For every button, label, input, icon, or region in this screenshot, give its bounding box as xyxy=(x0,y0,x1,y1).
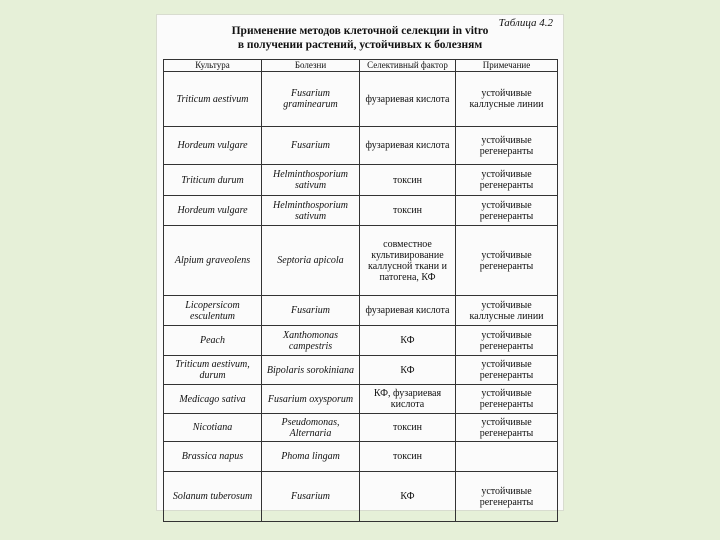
table-row xyxy=(164,196,558,226)
header-note: Примечание xyxy=(456,60,558,72)
cell-disease: Helminthosporium sativum xyxy=(262,196,360,226)
cell-factor: КФ xyxy=(360,326,456,356)
cell-culture: Licopersicom esculentum xyxy=(164,296,262,326)
cell-disease: Helminthosporium sativum xyxy=(262,165,360,196)
cell-culture: Hordeum vulgare xyxy=(164,196,262,226)
table-row xyxy=(164,414,558,442)
cell-note: устойчивые каллусные линии xyxy=(456,296,558,326)
cell-factor: КФ, фузариевая кислота xyxy=(360,385,456,414)
cell-factor: фузариевая кислота xyxy=(360,72,456,127)
header-row xyxy=(164,60,558,72)
table-row xyxy=(164,165,558,196)
cell-culture: Triticum durum xyxy=(164,165,262,196)
cell-factor: токсин xyxy=(360,414,456,442)
title-line-1: Применение методов клеточной селекции in vitro xyxy=(231,25,489,37)
cell-note xyxy=(456,442,558,472)
table-row xyxy=(164,226,558,296)
cell-culture: Medicago sativa xyxy=(164,385,262,414)
cell-factor: фузариевая кислота xyxy=(360,127,456,165)
header-disease: Болезни xyxy=(262,60,360,72)
cell-culture: Triticum aestivum, durum xyxy=(164,356,262,385)
cell-disease: Phoma lingam xyxy=(262,442,360,472)
cell-culture: Solanum tuberosum xyxy=(164,472,262,522)
cell-note: устойчивые регенеранты xyxy=(456,226,558,296)
cell-disease: Fusarium xyxy=(262,296,360,326)
cell-note: устойчивые регенеранты xyxy=(456,127,558,165)
cell-note: устойчивые регенеранты xyxy=(456,165,558,196)
table-row xyxy=(164,356,558,385)
cell-factor: токсин xyxy=(360,196,456,226)
cell-factor: совместное культивирование каллусной ткани и патогена, КФ xyxy=(360,226,456,296)
cell-culture: Triticum aestivum xyxy=(164,72,262,127)
data-table xyxy=(163,59,558,522)
title-line-2: в получении растений, устойчивых к болезням xyxy=(237,39,483,51)
table-row xyxy=(164,326,558,356)
cell-disease: Fusarium graminearum xyxy=(262,72,360,127)
cell-note: устойчивые регенеранты xyxy=(456,356,558,385)
cell-note: устойчивые регенеранты xyxy=(456,326,558,356)
cell-culture: Brassica napus xyxy=(164,442,262,472)
header-culture: Культура xyxy=(164,60,262,72)
scanned-page xyxy=(157,15,563,510)
header-factor: Селективный фактор xyxy=(360,60,456,72)
table-row xyxy=(164,385,558,414)
cell-culture: Hordeum vulgare xyxy=(164,127,262,165)
cell-factor: КФ xyxy=(360,472,456,522)
table-row xyxy=(164,296,558,326)
table-row xyxy=(164,72,558,127)
cell-culture: Nicotiana xyxy=(164,414,262,442)
cell-note: устойчивые регенеранты xyxy=(456,196,558,226)
cell-note: устойчивые регенеранты xyxy=(456,385,558,414)
cell-factor: КФ xyxy=(360,356,456,385)
cell-disease: Fusarium oxysporum xyxy=(262,385,360,414)
cell-note: устойчивые регенеранты xyxy=(456,472,558,522)
cell-disease: Fusarium xyxy=(262,472,360,522)
cell-factor: фузариевая кислота xyxy=(360,296,456,326)
table-row xyxy=(164,472,558,522)
table-row xyxy=(164,442,558,472)
cell-note: устойчивые регенеранты xyxy=(456,414,558,442)
cell-disease: Septoria apicola xyxy=(262,226,360,296)
cell-culture: Peach xyxy=(164,326,262,356)
cell-disease: Pseudomonas, Alternaria xyxy=(262,414,360,442)
cell-culture: Alpium graveolens xyxy=(164,226,262,296)
cell-disease: Xanthomonas campestris xyxy=(262,326,360,356)
table-title xyxy=(157,24,563,52)
cell-disease: Fusarium xyxy=(262,127,360,165)
cell-note: устойчивые каллусные линии xyxy=(456,72,558,127)
cell-factor: токсин xyxy=(360,165,456,196)
table-number: Таблица 4.2 xyxy=(498,17,553,29)
cell-factor: токсин xyxy=(360,442,456,472)
table-row xyxy=(164,127,558,165)
cell-disease: Bipolaris sorokiniana xyxy=(262,356,360,385)
